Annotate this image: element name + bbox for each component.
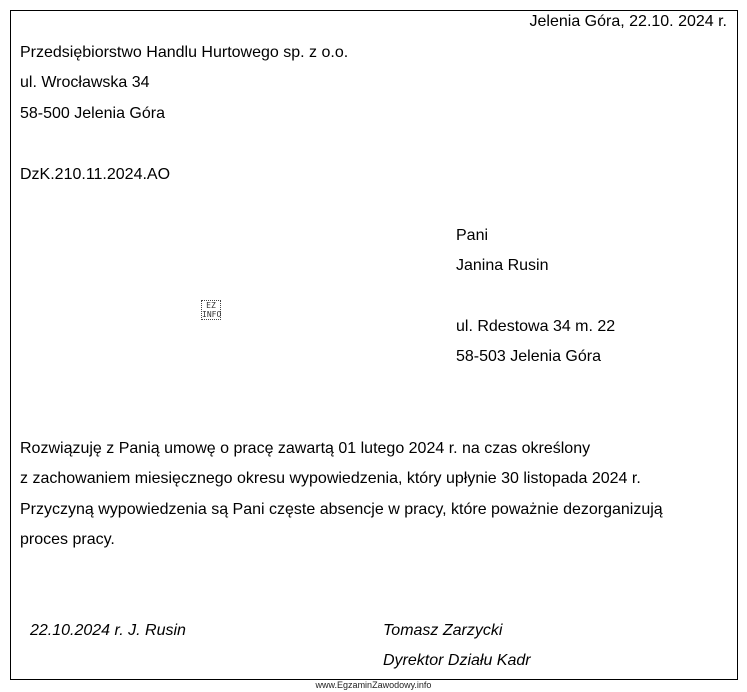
- signer-name: Tomasz Zarzycki: [383, 622, 503, 639]
- stamp-line-2: INFO: [202, 310, 222, 319]
- reference-number: DzK.210.11.2024.AO: [20, 166, 171, 183]
- sender-city: 58-500 Jelenia Góra: [20, 105, 165, 122]
- source-footer: www.EgzaminZawodowy.info: [315, 680, 432, 690]
- sender-street: ul. Wrocławska 34: [20, 74, 150, 91]
- ez-info-stamp-icon: [201, 300, 221, 320]
- recipient-street: ul. Rdestowa 34 m. 22: [456, 318, 616, 335]
- recipient-salutation: Pani: [456, 227, 489, 244]
- body-line-2: z zachowaniem miesięcznego okresu wypowiedzenia, który upłynie 30 listopada 2024 r.: [20, 470, 641, 487]
- place-date: Jelenia Góra, 22.10. 2024 r.: [529, 13, 727, 30]
- body-line-4: proces pracy.: [20, 531, 115, 548]
- recipient-city: 58-503 Jelenia Góra: [456, 348, 601, 365]
- receipt-signature: 22.10.2024 r. J. Rusin: [30, 622, 186, 639]
- sender-name: Przedsiębiorstwo Handlu Hurtowego sp. z o.o.: [20, 44, 349, 61]
- recipient-name: Janina Rusin: [456, 257, 549, 274]
- signer-title: Dyrektor Działu Kadr: [383, 652, 531, 669]
- body-line-3: Przyczyną wypowiedzenia są Pani częste absencje w pracy, które poważnie dezorganizują: [20, 501, 663, 518]
- stamp-line-1: EZ: [206, 301, 216, 310]
- body-line-1: Rozwiązuję z Panią umowę o pracę zawartą 01 lutego 2024 r. na czas określony: [20, 440, 591, 457]
